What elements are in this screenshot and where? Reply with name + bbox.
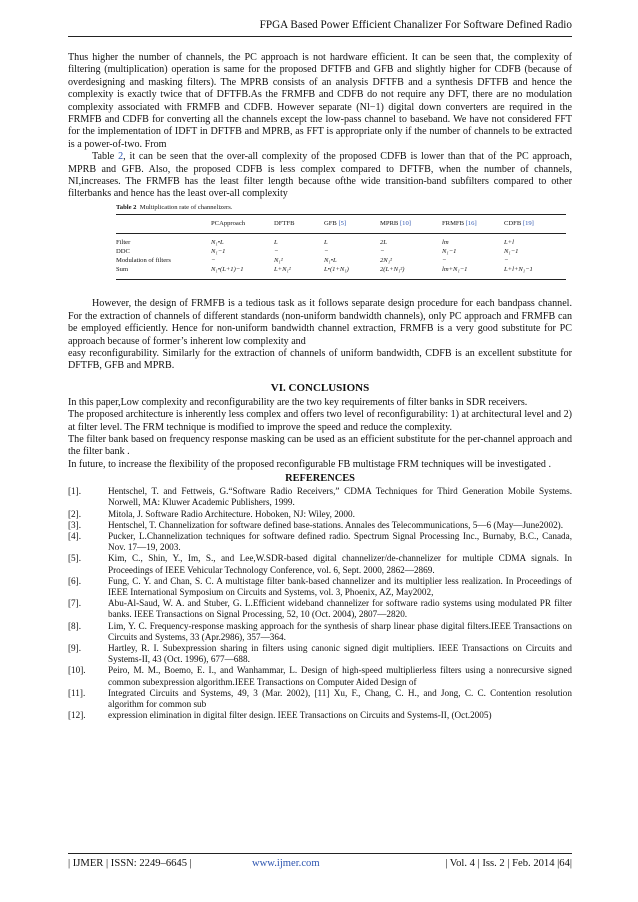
table-cell: 2N₁² <box>380 257 392 265</box>
reference-item <box>68 520 572 531</box>
reference-number: [6]. <box>68 575 82 586</box>
table-row-label: Filter <box>116 239 131 247</box>
reference-list <box>68 486 572 721</box>
table-cell: − <box>274 248 279 256</box>
table-caption-label: Table 2 <box>116 203 137 211</box>
conclusions-heading: VI. CONCLUSIONS <box>270 381 370 394</box>
paragraph-complexity: Thus higher the number of channels, the PC approach is not hardware efficient. It can be seen that, the complexity of filtering (multiplication) operation is same for the proposed DFTFB and GFB and slightly higher for CDFB (because of overdesigning and masking filters). The MPRB consists of an analysis DFTFB and a synthesis DFTFB and hence the complexity is exactly twice that of DFTFB.As the FRMFB and CDFB do not require any DFT, there are no modulation complexity associated with FRMFB and CDFB. However separate (Nl−1) digital down converters are required in the FRMFB and CDFB for converting all the channels except the low-pass channel to baseband. We have not considered FFT for the implementation of IDFT in DFTFB and MPRB, as FFT is appropriate only if the number of channels to be extracted is a power-of-two. From <box>68 52 572 150</box>
paragraph-table-text: , it can be seen that the over-all complexity of the proposed CDFB is lower than that of the PC approach, MPRB and GFB. Also, the proposed CDFB is less complex compared to DFTFB, when the number of channels, NI,increases. The FRMFB has the least filter length because ofthe wide transition-band subfilters compared to other filterbanks and hence has the least over-all complexity <box>68 151 572 200</box>
reference-number: [8]. <box>68 620 82 631</box>
table-row-label: DDC <box>116 248 130 256</box>
citation-link[interactable]: [10] <box>399 219 411 227</box>
table-header-cell <box>504 214 566 233</box>
multiplication-rate-table <box>116 203 566 280</box>
table-cell: − <box>504 257 509 265</box>
table-reference-link[interactable]: 2 <box>118 151 124 163</box>
footer-journal-info: | IJMER | ISSN: 2249–6645 | <box>68 858 192 869</box>
reference-item <box>68 531 572 553</box>
reference-text: Hentschel, T. Channelization for software defined base-stations. Annales des Telecommunications, 5—6 (May—June2002). <box>108 519 564 530</box>
reference-item <box>68 665 572 687</box>
reference-number: [3]. <box>68 519 82 530</box>
reference-text: Hartley, R. I. Subexpression sharing in filters using canonic signed digit multipliers. IEEE Transactions on Circuits and Systems-II, 43 (Oct. 1996), 677—688. <box>108 643 572 665</box>
citation-link[interactable]: [16] <box>465 219 477 227</box>
table-header-cell <box>116 214 211 233</box>
reference-text: Abu-Al-Saud, W. A. and Stuber, G. L.Efficient wideband channelizer for software radio systems using modulated PR filter banks. IEEE Transactions on Signal Processing, 52, 10 (Oct. 2004), 2807—2820. <box>108 598 572 620</box>
table-header-cell <box>274 214 324 233</box>
paragraph-cdfb-substitute: easy reconfigurability. Similarly for the extraction of channels of uniform bandwidth, CDFB is an excellent substitute for DFTFB, GFB and MPRB. <box>68 347 572 372</box>
reference-text: Hentschel, T. and Fettweis, G.“Software Radio Receivers,” CDMA Techniques for Third Generation Mobile Systems. Norwell, MA: Kluwer Academic Publishers, 1999. <box>108 486 572 508</box>
table-cell: 2(L+N₁²) <box>380 265 442 280</box>
table-header-row <box>116 214 566 233</box>
citation-link[interactable]: [5] <box>338 219 347 227</box>
reference-text: expression elimination in digital filter design. IEEE Transactions on Circuits and Systems-II, (Oct.2005) <box>108 710 492 721</box>
table-cell: lm+N₁−1 <box>442 265 504 280</box>
table-cell: − <box>324 248 329 256</box>
table-cell: L <box>274 239 278 247</box>
table-cell: 2L <box>380 239 387 247</box>
reference-text: Pucker, L.Channelization techniques for software defined radio. Spectrum Signal Processing Inc., Burnaby, B.C., Canada, Nov. 17—19, 2003. <box>108 530 572 553</box>
reference-item <box>68 688 572 710</box>
table-cell: L <box>324 239 328 247</box>
table-row-label: Sum <box>116 265 211 280</box>
table-header-name: DFTFB <box>274 219 295 227</box>
table-header-cell <box>380 214 442 233</box>
paragraph-frmfb-design: However, the design of FRMFB is a tedious task as it follows separate design procedure for each bandpass channel. For the extraction of channels of different standards (non-uniform bandwidth channels), only PC approach and FRMFB can be employed efficiently. Hence for non-uniform bandwidth channel extraction, FRMFB is a very good substitute for PC approach because of former’s inherent low complexity and <box>68 298 572 347</box>
reference-number: [11]. <box>68 687 86 698</box>
citation-link[interactable]: [19] <box>522 219 534 227</box>
table-header-name: PCApproach <box>211 219 246 227</box>
reference-text: Lim, Y. C. Frequency-response masking approach for the synthesis of sharp linear phase digital filters.IEEE Transactions on Circuits and Systems, 33 (Apr.2986), 357—364. <box>108 620 572 642</box>
conclusion-paragraph: In future, to increase the flexibility of the proposed reconfigurable FB multistage FRM techniques will be investigated . <box>68 458 551 470</box>
footer-website-link[interactable]: www.ijmer.com <box>252 858 320 869</box>
reference-item <box>68 598 572 620</box>
table-cell: L+l <box>504 239 514 247</box>
paragraph-table-discussion <box>68 151 572 201</box>
conclusion-paragraph: The proposed architecture is inherently less complex and offers two level of reconfigurability: 1) at architectural level and 2) at filter level. The FRM technique is modified to improve the speed and reduce the complexity. <box>68 409 572 433</box>
reference-number: [10]. <box>68 665 86 676</box>
table-cell: N₁² <box>274 257 283 265</box>
reference-text: Peiro, M. M., Boemo, E. I., and Wanhammar, L. Design of high-speed multiplierless filters using a nonrecursive signed common subexpression algorithm.IEEE Transactions on Computer Aided Design of <box>108 665 572 687</box>
table-cell: − <box>211 257 216 265</box>
table-header-cell <box>211 214 274 233</box>
reference-number: [4]. <box>68 530 82 541</box>
reference-text: Kim, C., Shin, Y., Im, S., and Lee,W.SDR-based digital channelizer/de-channelizer for multiple CDMA signals. In Proceedings of IEEE Vehicular Technology Conference, vol. 6, Sept. 2000, 2862—2869. <box>108 553 572 575</box>
table-grid <box>116 214 566 280</box>
table-cell: N₁•(L+1)−1 <box>211 265 274 280</box>
table-header-name: CDFB <box>504 219 523 227</box>
table-cell: N₁•L <box>324 257 337 265</box>
footer-issue-page: | Vol. 4 | Iss. 2 | Feb. 2014 |64| <box>445 858 572 869</box>
reference-item <box>68 710 572 721</box>
paragraph-table-prefix: Table <box>92 151 119 163</box>
reference-item <box>68 553 572 575</box>
conclusion-paragraph: In this paper,Low complexity and reconfigurability are the two key requirements of filter banks in SDR receivers. <box>68 396 528 408</box>
reference-number: [2]. <box>68 508 82 519</box>
table-header-name: GFB <box>324 219 339 227</box>
table-row-label: Modulation of filters <box>116 257 171 265</box>
reference-number: [7]. <box>68 598 82 609</box>
page-body <box>68 52 572 721</box>
reference-item <box>68 576 572 598</box>
table-cell: L+l+N₁−1 <box>504 265 566 280</box>
table-row <box>116 234 566 248</box>
table-cell: N₁−1 <box>504 248 519 256</box>
table-cell: N₁−1 <box>211 248 226 256</box>
reference-number: [9]. <box>68 643 82 653</box>
table-cell: L•(1+N₁) <box>324 265 380 280</box>
table-cell: L+N₁² <box>274 265 324 280</box>
table-row <box>116 265 566 280</box>
table-caption <box>116 203 566 212</box>
reference-text: Fung, C. Y. and Chan, S. C. A multistage filter bank-based channelizer and its multiplier less realization. In Proceedings of IEEE International Symposium on Circuits and Systems, vol. 3, Phoenix, AZ, May2002, <box>108 575 572 597</box>
reference-item <box>68 621 572 643</box>
reference-item <box>68 509 572 520</box>
reference-item <box>68 486 572 508</box>
reference-number: [1]. <box>68 486 82 497</box>
table-row <box>116 256 566 265</box>
table-caption-text: Multiplication rate of channelizers. <box>139 203 233 211</box>
running-header: FPGA Based Power Efficient Chanalizer For Software Defined Radio <box>259 19 572 31</box>
reference-text: Integrated Circuits and Systems, 49, 3 (Mar. 2002), [11] Xu, F., Chang, C. H., and Jong, C. C. Contention resolution algorithm for common sub <box>108 687 572 710</box>
header-rule <box>68 36 572 37</box>
table-cell: lm <box>442 239 449 247</box>
table-cell: N₁•L <box>211 239 224 247</box>
table-cell: − <box>380 248 385 256</box>
table-row <box>116 247 566 256</box>
footer-rule <box>68 853 572 854</box>
reference-number: [5]. <box>68 553 82 564</box>
conclusion-paragraph: The filter bank based on frequency response masking can be used as an efficient substitute for the per-channel approach and the filter bank . <box>68 433 572 458</box>
table-header-name: MPRB <box>380 219 400 227</box>
table-cell: N₁−1 <box>442 248 457 256</box>
table-header-cell <box>442 214 504 233</box>
table-header-name: FRMFB <box>442 219 466 227</box>
reference-text: Mitola, J. Software Radio Architecture. Hoboken, NJ: Wiley, 2000. <box>108 508 355 519</box>
reference-number: [12]. <box>68 710 86 721</box>
table-cell: − <box>442 257 447 265</box>
references-heading: REFERENCES <box>285 473 355 485</box>
vertical-spacer <box>68 280 572 298</box>
table-header-cell <box>324 214 380 233</box>
reference-item <box>68 643 572 665</box>
